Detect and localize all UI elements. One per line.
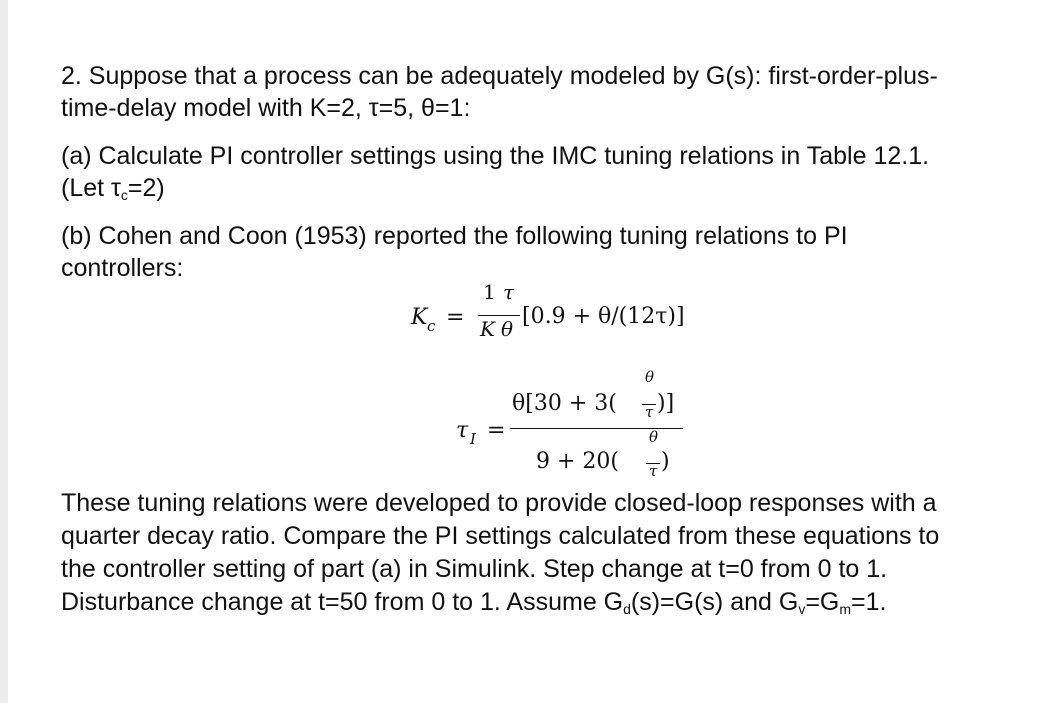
left-border [0,0,8,703]
kc-equals: = [446,305,465,330]
kc-bracket-term: [0.9 + θ/(12τ)] [522,304,685,329]
instructions-line-4 [61,586,939,619]
tau-c-subscript: c [120,187,128,203]
instructions-line-3: the controller setting of part (a) in Simulink. Step change at t=0 from 0 to 1. [61,555,888,583]
taui-equals: = [487,418,506,443]
gv-subscript: v [798,601,806,617]
part-b [61,220,848,284]
gm-subscript: m [839,601,852,617]
part-b-line-1: (b) Cohen and Coon (1953) reported the following tuning relations to PI [61,222,848,250]
problem-intro [61,60,938,124]
instructions-line-2: quarter decay ratio. Compare the PI settings calculated from these equations to [61,522,940,550]
taui-lhs-subscript: I [470,430,476,448]
assume-value: =1. [851,588,887,616]
kc-frac2-numerator: τ [503,280,515,304]
kc-frac2-denominator: θ [501,317,514,341]
instructions-line-1: These tuning relations were developed to provide closed-loop responses with a [61,489,937,517]
part-a-let-tau: (Let τ [61,174,121,202]
taui-num-frac-numerator: θ [645,368,655,386]
taui-den-frac-denominator: τ [649,462,658,480]
intro-line-1: 2. Suppose that a process can be adequately modeled by G(s): first-order-plus- [61,62,938,90]
taui-numerator-a: θ[30 + 3( [512,391,617,416]
assume-gm-text: =G [805,588,840,616]
kc-frac1-denominator: K [480,317,495,341]
kc-lhs: K [411,305,428,330]
taui-lhs: τ [456,418,469,443]
part-a [61,140,929,204]
part-a-line-2 [61,172,929,204]
intro-line-2: time-delay model with K=2, τ=5, θ=1: [61,94,471,122]
part-a-value: =2) [127,174,165,202]
assume-gd-text: Disturbance change at t=50 from 0 to 1. Assume G [61,588,624,616]
assume-gv-text: (s)=G(s) and G [630,588,799,616]
gd-subscript: d [623,601,631,617]
taui-den-frac-numerator: θ [649,428,659,446]
taui-num-frac-denominator: τ [645,403,654,421]
taui-denominator-b: ) [661,449,670,474]
kc-lhs-subscript: c [427,317,436,335]
part-a-line-1: (a) Calculate PI controller settings using the IMC tuning relations in Table 12.1. [61,142,930,170]
taui-denominator-a: 9 + 20( [536,449,619,474]
instructions [61,487,939,619]
kc-frac1-numerator: 1 [483,280,496,304]
taui-numerator-b: )] [657,391,675,416]
part-b-line-2: controllers: [61,254,184,282]
